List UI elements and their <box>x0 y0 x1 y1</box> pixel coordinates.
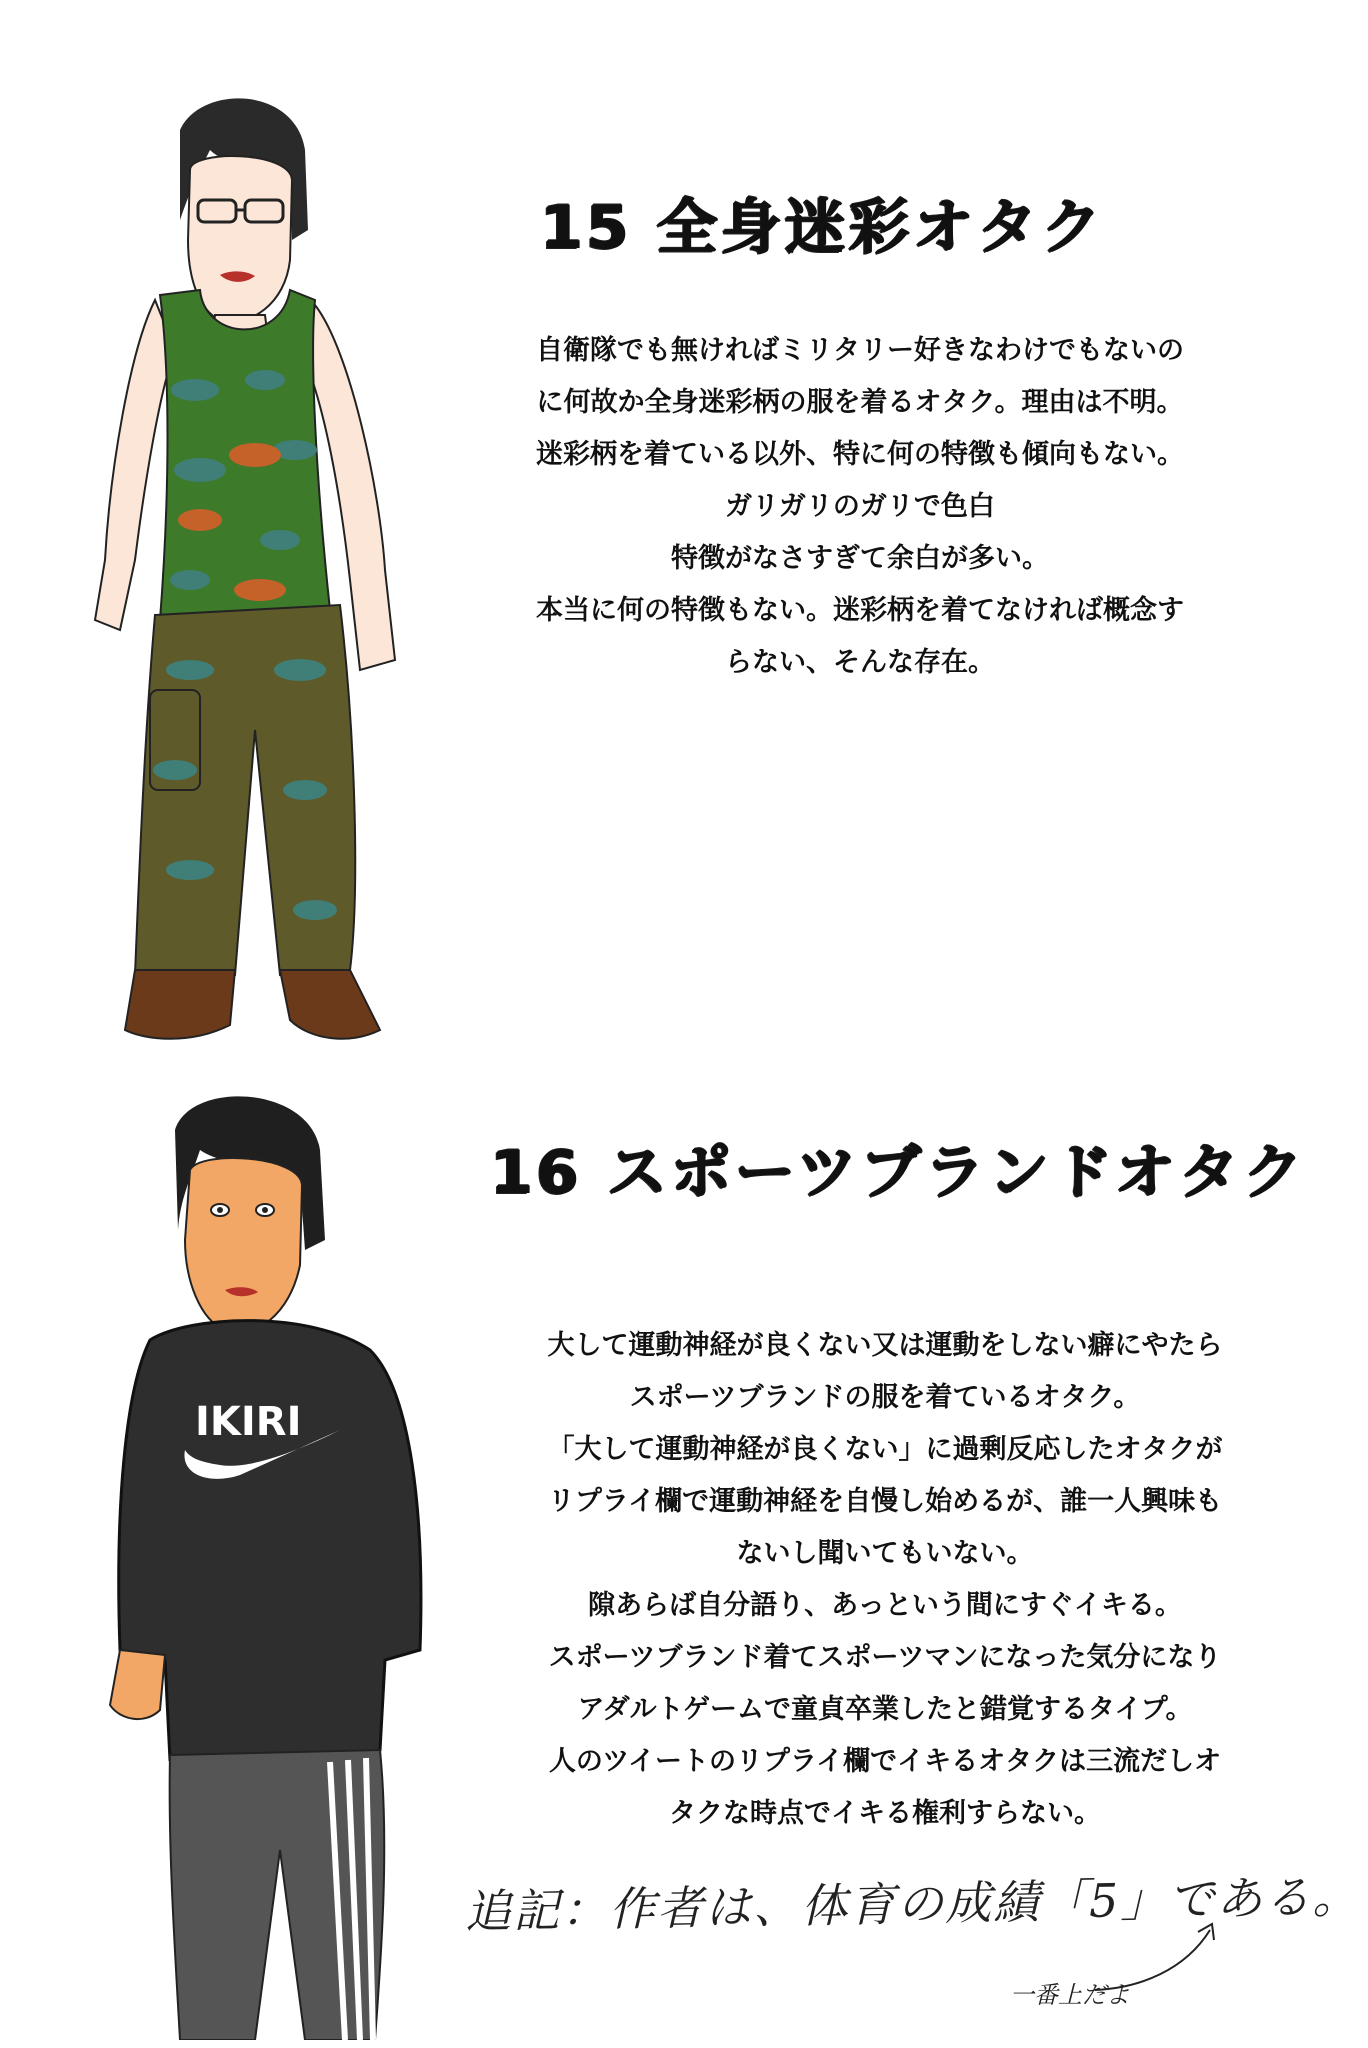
right-shoe <box>280 970 380 1039</box>
section-title: 15 全身迷彩オタク <box>540 193 1105 263</box>
description-line: 特徴がなさすぎて余白が多い。 <box>671 543 1049 574</box>
description-line: 迷彩柄を着ている以外、特に何の特徴も傾向もない。 <box>536 439 1184 470</box>
section-title: 16 スポーツブランドオタク <box>490 1138 1307 1208</box>
black-sweater <box>119 1321 421 1774</box>
face <box>188 156 292 322</box>
description-line: 自衛隊でも無ければミリタリー好きなわけでもないの <box>536 335 1184 366</box>
handwritten-postscript: 追記：作者は、体育の成績「5」である。 <box>464 1869 1361 1939</box>
description-line: アダルトゲームで童貞卒業したと錯覚するタイプ。 <box>577 1694 1193 1725</box>
description-line: ないし聞いてもいない。 <box>736 1538 1034 1569</box>
handwritten-top-note: 一番上だよ <box>1010 1981 1130 2009</box>
section-description <box>455 1320 1315 1840</box>
description-line: リプライ欄で運動神経を自慢し始めるが、誰一人興味も <box>547 1486 1223 1517</box>
description-line: ガリガリのガリで色白 <box>725 491 995 522</box>
face <box>185 1158 302 1332</box>
description-line: 人のツイートのリプライ欄でイキるオタクは三流だしオ <box>548 1746 1222 1777</box>
description-line: 「大して運動神経が良くない」に過剰反応したオタクが <box>547 1434 1223 1465</box>
description-line: スポーツブランド着てスポーツマンになった気分になり <box>548 1642 1222 1673</box>
left-hand <box>110 1650 165 1719</box>
camo-otaku-illustration <box>50 90 430 1080</box>
left-shoe <box>125 970 235 1039</box>
description-line: タクな時点でイキる権利すらない。 <box>669 1798 1101 1829</box>
shirt-logo-text: IKIRI <box>195 1399 302 1445</box>
description-line: 隙あらば自分語り、あっという間にすぐイキる。 <box>588 1590 1182 1621</box>
description-line: 本当に何の特徴もない。迷彩柄を着てなければ概念す <box>536 595 1184 626</box>
sports-brand-otaku-illustration <box>80 1090 490 2040</box>
description-line: らない、そんな存在。 <box>725 647 995 678</box>
description-line: 大して運動神経が良くない又は運動をしない癖にやたら <box>547 1330 1223 1361</box>
description-line: に何故か全身迷彩柄の服を着るオタク。理由は不明。 <box>536 387 1184 418</box>
section-description <box>455 325 1265 689</box>
description-line: スポーツブランドの服を着ているオタク。 <box>629 1382 1141 1413</box>
